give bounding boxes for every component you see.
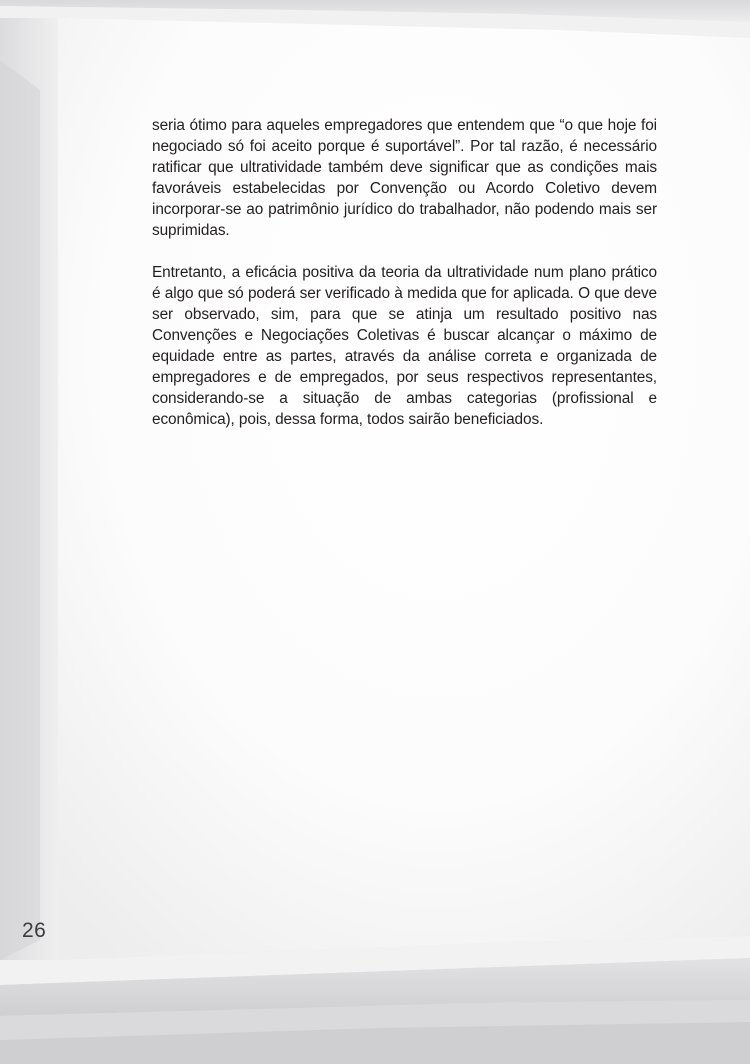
paragraph-2: Entretanto, a eficácia positiva da teoria da ultratividade num plano prático é algo que só poderá ser verificado à medida que for aplicada. O que deve ser observado, sim, para que se atinja um resultado positivo nas Convenções e Negociações Coletivas é buscar alcançar o máximo de equidade entre as partes, através da análise correta e organizada de empregadores e de empregados, por seus respectivos representantes, considerando-se a situação de ambas categorias (profissional e econômica), pois, dessa forma, todos sairão beneficiados. <box>152 264 657 428</box>
body-text <box>152 115 657 451</box>
page-number: 26 <box>22 919 47 942</box>
paragraph-1: seria ótimo para aqueles empregadores que entendem que “o que hoje foi negociado só foi aceito porque é suportável”. Por tal razão, é necessário ratificar que ultratividade também deve significar que as condições mais favoráveis estabelecidas por Convenção ou Acordo Coletivo devem incorporar-se ao patrimônio jurídico do trabalhador, não podendo mais ser suprimidas. <box>152 117 657 239</box>
